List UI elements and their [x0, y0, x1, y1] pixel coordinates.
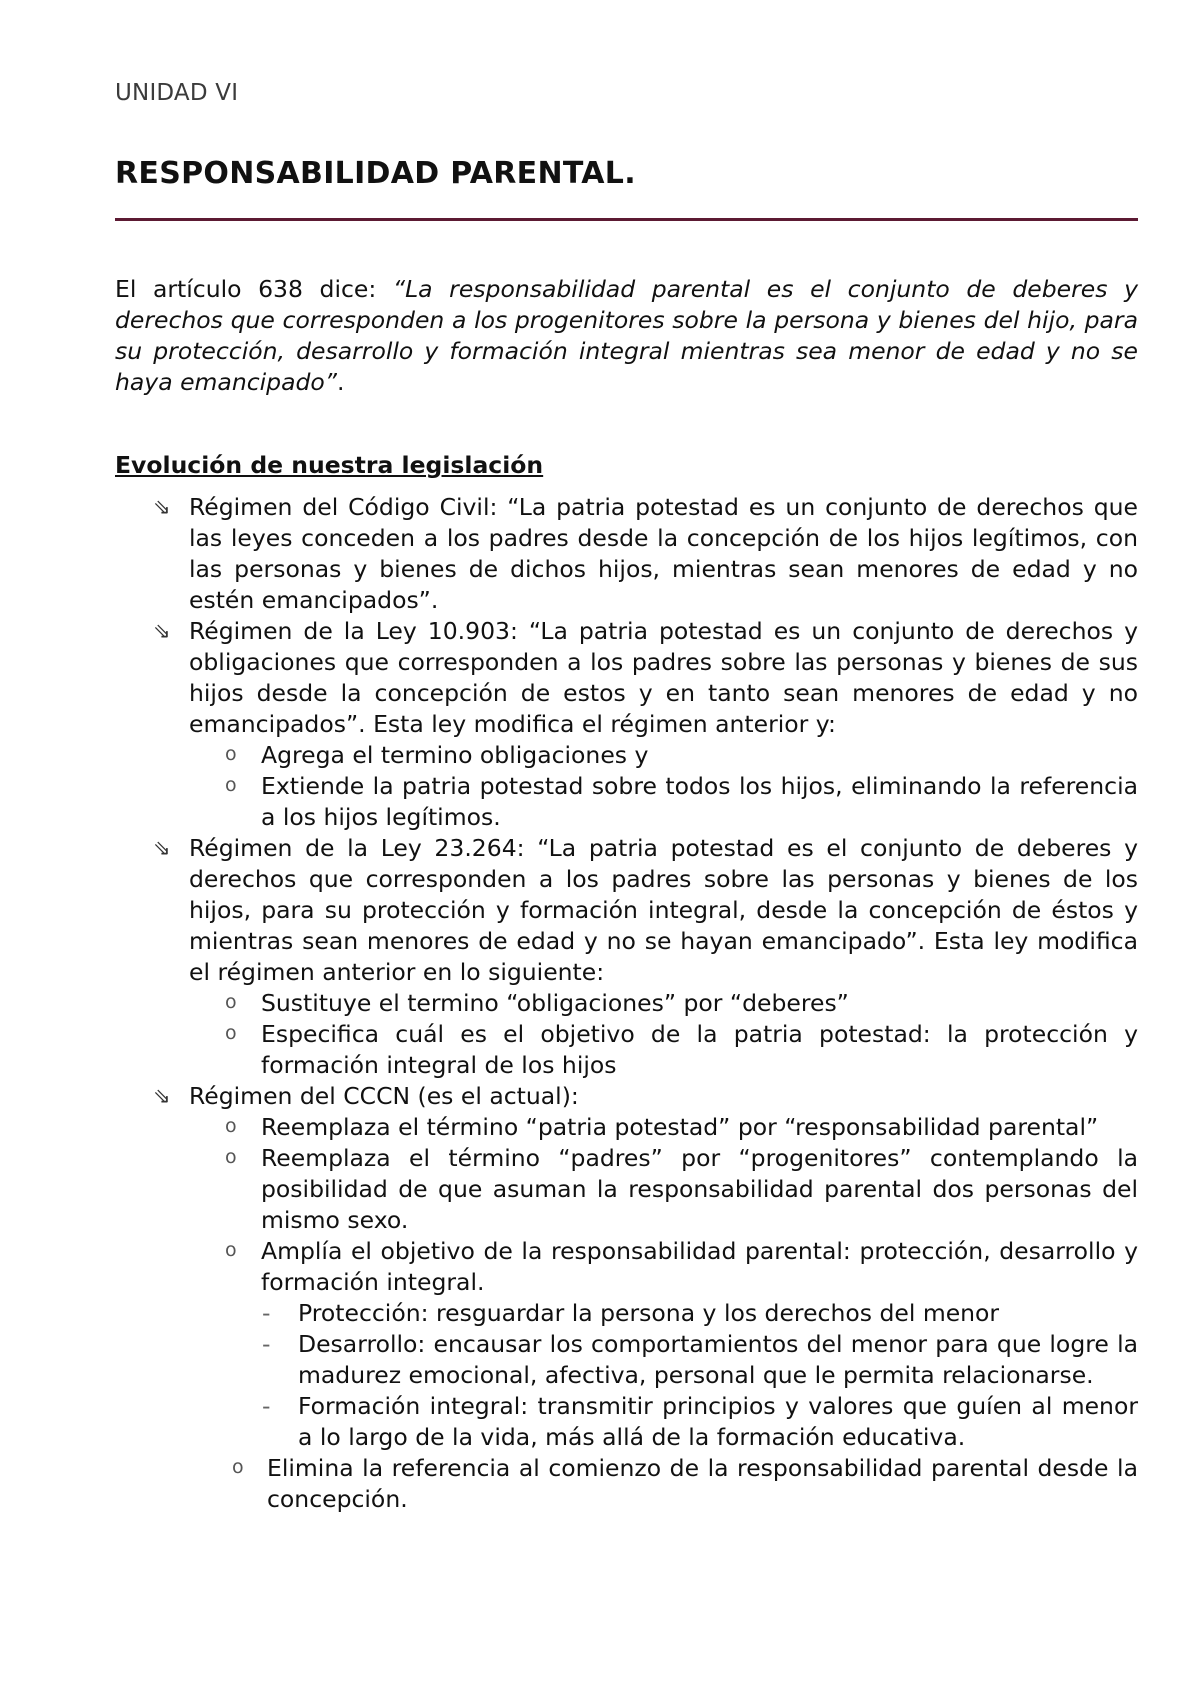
list-item [115, 492, 1138, 616]
circle-bullet-icon: o [225, 991, 237, 1013]
circle-bullet-icon: o [232, 1456, 244, 1478]
list-item-text: Régimen del CCCN (es el actual): [189, 1082, 579, 1110]
sublist-item-text: Reemplaza el término “patria potestad” por “responsabilidad parental” [261, 1113, 1099, 1141]
document-title: RESPONSABILIDAD PARENTAL. [115, 156, 636, 191]
detail-list [261, 1298, 1138, 1453]
list-item-text: Régimen del Código Civil: “La patria potestad es un conjunto de derechos que las leyes conceden a los padres desde la concepción de los hijos legítimos, con las personas y bienes de dichos hijos, mientras sean menores de edad y no estén emancipados”. [189, 493, 1138, 614]
sublist-item [115, 1019, 1138, 1081]
list-item [115, 1081, 1138, 1515]
arrow-bullet-icon: ⇘ [153, 836, 171, 860]
arrow-bullet-icon: ⇘ [153, 619, 171, 643]
intro-end: . [336, 368, 345, 396]
circle-bullet-icon: o [225, 1239, 237, 1261]
list-item-text: Régimen de la Ley 23.264: “La patria potestad es el conjunto de deberes y derechos que corresponden a los padres sobre las personas y bienes de los hijos, para su protección y formación integral, desde la concepción de éstos y mientras sean menores de edad y no se hayan emancipado”. Esta ley modifica el régimen anterior en lo siguiente: [189, 834, 1138, 986]
detail-item-text: Desarrollo: encausar los comportamientos del menor para que logre la madurez emocional, afectiva, personal que le permita relacionarse. [298, 1330, 1138, 1389]
dash-bullet-icon: - [262, 1299, 271, 1327]
sublist-item [115, 1143, 1138, 1236]
sublist [189, 1112, 1138, 1515]
title-divider [115, 218, 1138, 221]
sublist-item-text: Agrega el termino obligaciones y [261, 741, 649, 769]
legislation-list [115, 492, 1138, 1515]
sublist-item [115, 1453, 1138, 1515]
circle-bullet-icon: o [225, 774, 237, 796]
list-item [115, 833, 1138, 1081]
sublist-item-text: Elimina la referencia al comienzo de la responsabilidad parental desde la concepción. [267, 1454, 1138, 1513]
detail-item-text: Formación integral: transmitir principios y valores que guíen al menor a lo largo de la vida, más allá de la formación educativa. [298, 1392, 1138, 1451]
intro-quote: “La responsabilidad parental es el conjunto de deberes y derechos que corresponden a los progenitores sobre la persona y bienes del hijo, para su protección, desarrollo y formación integral mientras sea menor de edad y no se haya emancipado” [115, 275, 1138, 396]
detail-item [115, 1298, 1138, 1329]
list-item [115, 616, 1138, 833]
sublist-item [115, 740, 1138, 771]
circle-bullet-icon: o [225, 1115, 237, 1137]
detail-item-text: Protección: resguardar la persona y los derechos del menor [298, 1299, 1000, 1327]
sublist-item-text: Extiende la patria potestad sobre todos los hijos, eliminando la referencia a los hijos legítimos. [261, 772, 1138, 831]
sublist-item [115, 1236, 1138, 1453]
sublist-item-text: Amplía el objetivo de la responsabilidad parental: protección, desarrollo y formación integral. [261, 1237, 1138, 1296]
circle-bullet-icon: o [225, 1146, 237, 1168]
detail-item [115, 1329, 1138, 1391]
sublist-item-text: Sustituye el termino “obligaciones” por “deberes” [261, 989, 849, 1017]
sublist-item [115, 771, 1138, 833]
sublist-item [115, 988, 1138, 1019]
section-heading: Evolución de nuestra legislación [115, 451, 544, 479]
dash-bullet-icon: - [262, 1392, 271, 1420]
dash-bullet-icon: - [262, 1330, 271, 1358]
sublist-item-text: Reemplaza el término “padres” por “progenitores” contemplando la posibilidad de que asuman la responsabilidad parental dos personas del mismo sexo. [261, 1144, 1138, 1234]
sublist-item [115, 1112, 1138, 1143]
sublist [189, 988, 1138, 1081]
arrow-bullet-icon: ⇘ [153, 495, 171, 519]
intro-paragraph [115, 274, 1138, 398]
detail-item [115, 1391, 1138, 1453]
arrow-bullet-icon: ⇘ [153, 1084, 171, 1108]
circle-bullet-icon: o [225, 1022, 237, 1044]
intro-lead: El artículo 638 dice: [115, 275, 393, 303]
unit-label: UNIDAD VI [115, 80, 239, 106]
list-item-text: Régimen de la Ley 10.903: “La patria potestad es un conjunto de derechos y obligaciones que corresponden a los padres sobre las personas y bienes de sus hijos desde la concepción de estos y en tanto sean menores de edad y no emancipados”. Esta ley modifica el régimen anterior y: [189, 617, 1138, 738]
sublist-item-text: Especifica cuál es el objetivo de la patria potestad: la protección y formación integral de los hijos [261, 1020, 1138, 1079]
sublist [189, 740, 1138, 833]
circle-bullet-icon: o [225, 743, 237, 765]
